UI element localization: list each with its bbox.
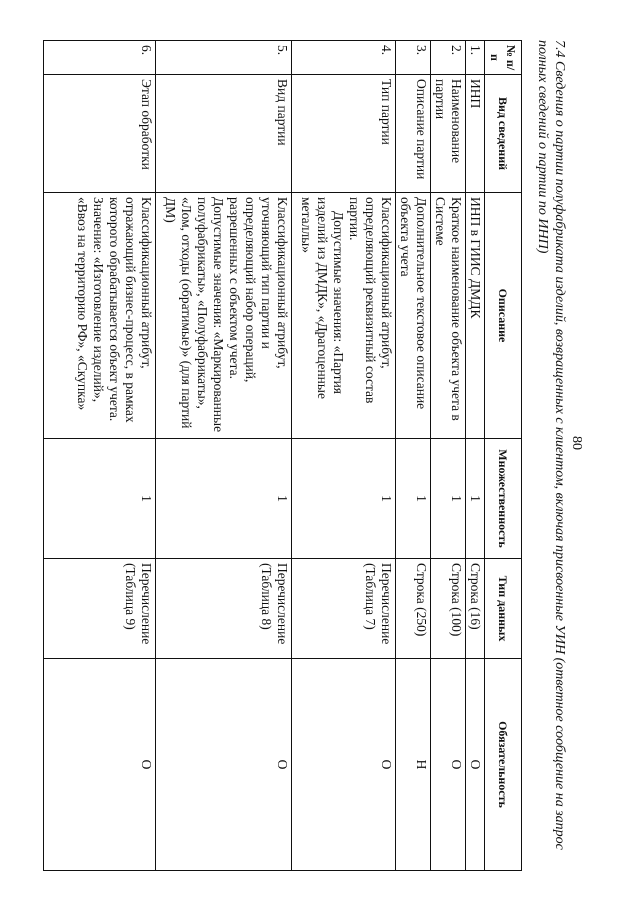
row-req: О bbox=[44, 659, 156, 871]
table-caption: 7.4 Сведения о партии полуфабриката изделий, возвращенных с клиентом, включая присвоенные УИН (ответное сообщение на запрос полных сведений о партии по ИНП) bbox=[535, 40, 567, 850]
header-mult: Множественность bbox=[485, 439, 522, 559]
row-desc bbox=[156, 193, 292, 439]
row-mult: 1 bbox=[292, 439, 396, 559]
row-desc bbox=[44, 193, 156, 439]
desc-line: Дополнительное текстовое описание объекта учета bbox=[398, 197, 429, 410]
row-type: Строка (100) bbox=[431, 559, 466, 659]
rotated-page-content bbox=[28, 40, 568, 880]
row-num: 4. bbox=[292, 41, 396, 75]
row-type: Перечисление (Таблица 7) bbox=[292, 559, 396, 659]
row-mult: 1 bbox=[396, 439, 431, 559]
header-desc: Описание bbox=[485, 193, 522, 439]
table-header-row bbox=[485, 41, 522, 871]
row-desc bbox=[396, 193, 431, 439]
desc-line: Краткое наименование объекта учета в Системе bbox=[433, 197, 464, 421]
row-desc bbox=[431, 193, 466, 439]
row-num: 2. bbox=[431, 41, 466, 75]
row-req: Н bbox=[396, 659, 431, 871]
row-num: 3. bbox=[396, 41, 431, 75]
header-type: Тип данных bbox=[485, 559, 522, 659]
row-type: Строка (16) bbox=[466, 559, 485, 659]
desc-line: ИНП в ГИИС ДМДК bbox=[468, 197, 483, 319]
table-row bbox=[396, 41, 431, 871]
row-type: Перечисление (Таблица 8) bbox=[156, 559, 292, 659]
row-req: О bbox=[466, 659, 485, 871]
row-field: ИНП bbox=[466, 75, 485, 193]
table-row bbox=[44, 41, 156, 871]
desc-line: Значение: «Изготовление изделий», «Ввоз на территорию РФ», «Скупка» bbox=[75, 197, 106, 411]
data-table bbox=[43, 40, 522, 871]
row-field: Этап обработки bbox=[44, 75, 156, 193]
table-row bbox=[292, 41, 396, 871]
row-req: О bbox=[292, 659, 396, 871]
table-row bbox=[156, 41, 292, 871]
desc-line: Допустимые значения: «Маркированные полуфабрикаты», «Полуфабрикаты», «Лом, отходы (обратимые)» (для партий ДМ) bbox=[163, 197, 226, 433]
page-number: 80 bbox=[569, 436, 584, 450]
row-field: Наименование партии bbox=[431, 75, 466, 193]
row-mult: 1 bbox=[466, 439, 485, 559]
desc-line: Классификационный атрибут, уточняющий тип партии и определяющий набор операций, разрешенных с объектом учета. bbox=[227, 197, 290, 383]
row-field: Тип партии bbox=[292, 75, 396, 193]
table-row bbox=[431, 41, 466, 871]
desc-line: Классификационный атрибут, отражающий бизнес-процесс, в рамках которого обрабатывается объект учета. bbox=[107, 197, 154, 423]
row-field: Вид партии bbox=[156, 75, 292, 193]
row-desc bbox=[292, 193, 396, 439]
row-type: Перечисление (Таблица 9) bbox=[44, 559, 156, 659]
row-req: О bbox=[431, 659, 466, 871]
desc-line: Допустимые значения: «Партия изделий из ДМДК», «Драгоценные металлы» bbox=[299, 197, 346, 399]
row-num: 5. bbox=[156, 41, 292, 75]
header-field: Вид сведений bbox=[485, 75, 522, 193]
row-req: О bbox=[156, 659, 292, 871]
header-num: № п/п bbox=[485, 41, 522, 75]
row-num: 1. bbox=[466, 41, 485, 75]
row-mult: 1 bbox=[431, 439, 466, 559]
row-desc bbox=[466, 193, 485, 439]
row-num: 6. bbox=[44, 41, 156, 75]
row-type: Строка (250) bbox=[396, 559, 431, 659]
row-field: Описание партии bbox=[396, 75, 431, 193]
row-mult: 1 bbox=[156, 439, 292, 559]
table-row bbox=[466, 41, 485, 871]
header-req: Обязательность bbox=[485, 659, 522, 871]
row-mult: 1 bbox=[44, 439, 156, 559]
desc-line: Классификационный атрибут, определяющий реквизитный состав партии. bbox=[347, 197, 394, 404]
